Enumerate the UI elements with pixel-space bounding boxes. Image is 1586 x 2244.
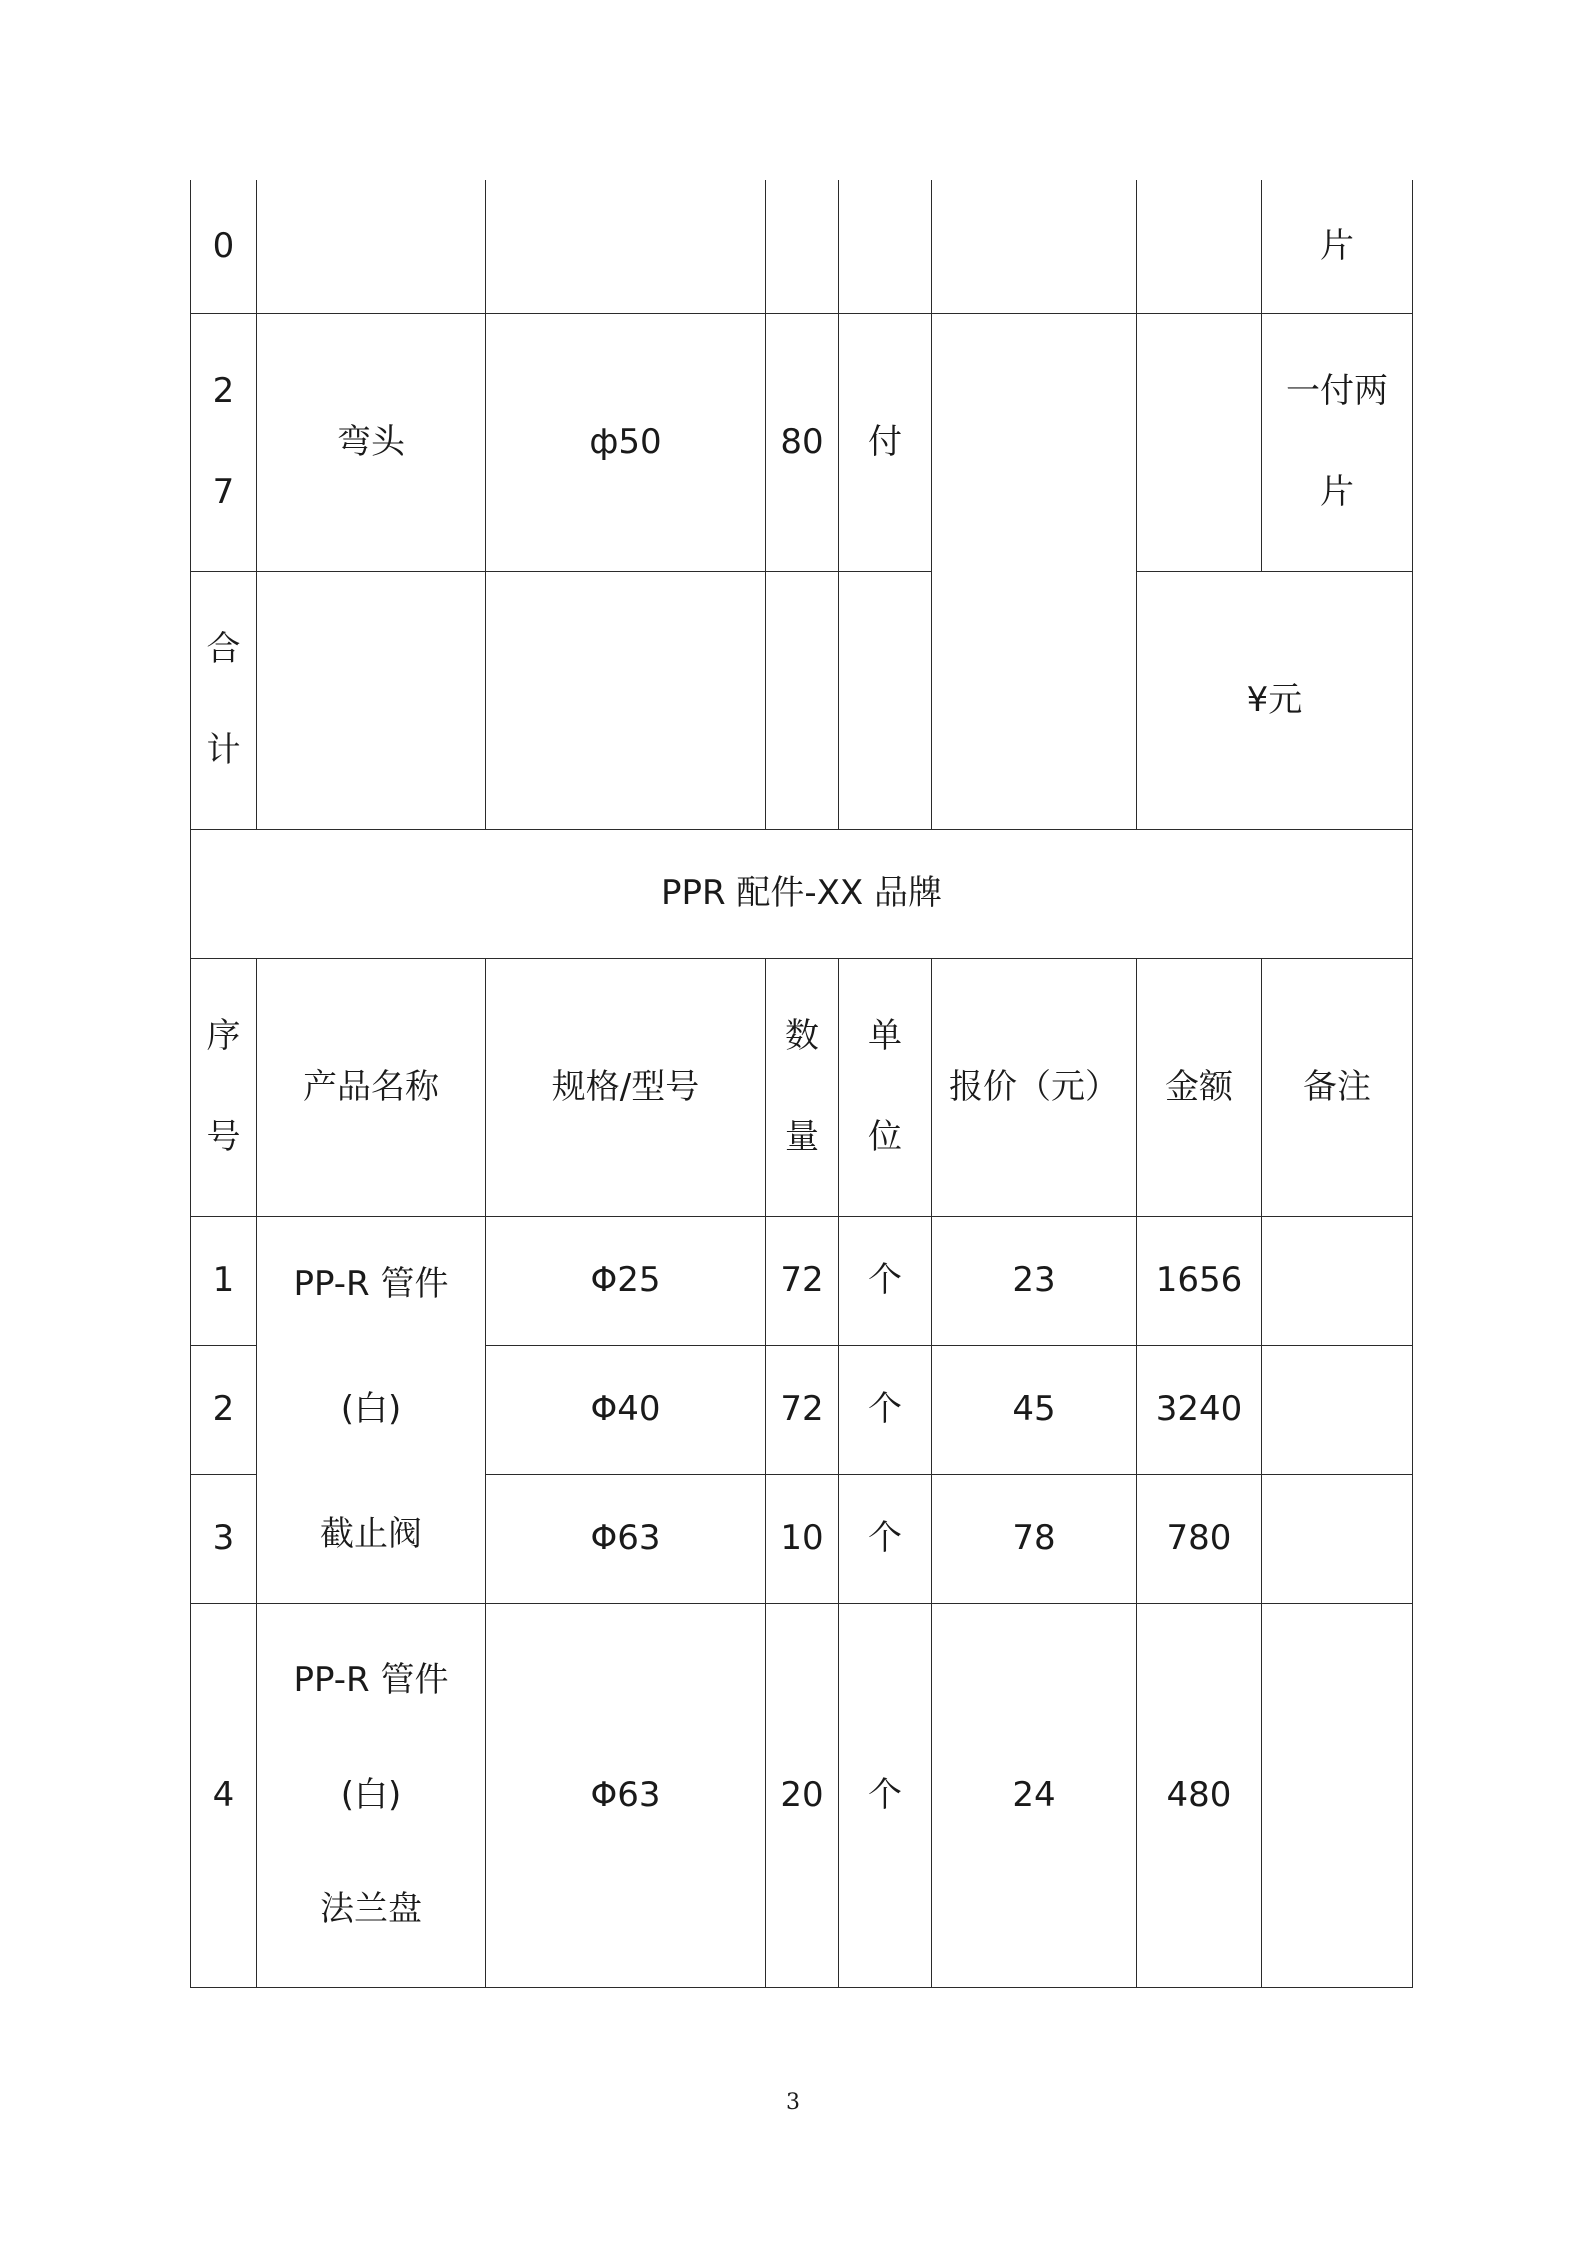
note-cell: 片 (1262, 180, 1413, 313)
quantity-cell (766, 180, 839, 313)
product-name-cell: 弯头 (257, 313, 486, 571)
section-title: PPR 配件-XX 品牌 (191, 829, 1413, 958)
spec-cell: Φ63 (486, 1603, 766, 1987)
row-number: 2 (191, 1345, 257, 1474)
header-unit: 单 位 (839, 958, 932, 1216)
note-cell (1262, 1474, 1413, 1603)
total-label: 合 计 (191, 571, 257, 829)
table-row (191, 1603, 1413, 1987)
product-name-cell (257, 180, 486, 313)
amount-cell: 480 (1137, 1603, 1262, 1987)
row-number: 2 7 (191, 313, 257, 571)
amount-cell: 780 (1137, 1474, 1262, 1603)
amount-cell: 1656 (1137, 1216, 1262, 1345)
header-note: 备注 (1262, 958, 1413, 1216)
quantity-cell: 10 (766, 1474, 839, 1603)
unit-cell: 个 (839, 1216, 932, 1345)
total-row (191, 571, 1413, 829)
price-cell (932, 180, 1137, 313)
header-quantity: 数 量 (766, 958, 839, 1216)
note-cell (1262, 1345, 1413, 1474)
note-cell (1262, 1603, 1413, 1987)
header-spec: 规格/型号 (486, 958, 766, 1216)
table-row (191, 180, 1413, 313)
header-amount: 金额 (1137, 958, 1262, 1216)
header-number: 序 号 (191, 958, 257, 1216)
spec-cell: ф50 (486, 313, 766, 571)
row-number: 0 (191, 180, 257, 313)
header-price: 报价（元） (932, 958, 1137, 1216)
unit-cell: 付 (839, 313, 932, 571)
spec-cell: Φ63 (486, 1474, 766, 1603)
quantity-cell: 72 (766, 1345, 839, 1474)
row-number: 1 (191, 1216, 257, 1345)
price-cell: 23 (932, 1216, 1137, 1345)
price-cell: 78 (932, 1474, 1137, 1603)
spec-cell (486, 180, 766, 313)
row-number: 4 (191, 1603, 257, 1987)
unit-cell: 个 (839, 1345, 932, 1474)
quantity-cell: 20 (766, 1603, 839, 1987)
unit-cell: 个 (839, 1603, 932, 1987)
product-name-cell: PP-R 管件 (白) 法兰盘 (257, 1603, 486, 1987)
page-number: 3 (786, 2090, 800, 2115)
header-row (191, 958, 1413, 1216)
unit-cell: 个 (839, 1474, 932, 1603)
header-name: 产品名称 (257, 958, 486, 1216)
quantity-cell: 80 (766, 313, 839, 571)
price-cell: 45 (932, 1345, 1137, 1474)
amount-cell (1137, 180, 1262, 313)
quote-table (190, 180, 1413, 1988)
note-cell: 一付两 片 (1262, 313, 1413, 571)
amount-cell (1137, 313, 1262, 571)
spec-cell: Φ25 (486, 1216, 766, 1345)
note-cell (1262, 1216, 1413, 1345)
spec-cell (486, 571, 766, 829)
table-row (191, 1216, 1413, 1345)
table-row (191, 313, 1413, 571)
quantity-cell (766, 571, 839, 829)
amount-cell: 3240 (1137, 1345, 1262, 1474)
spec-cell: Φ40 (486, 1345, 766, 1474)
section-title-row (191, 829, 1413, 958)
price-cell (932, 313, 1137, 829)
product-name-cell: PP-R 管件 (白) 截止阀 (257, 1216, 486, 1603)
product-name-cell (257, 571, 486, 829)
unit-cell (839, 180, 932, 313)
row-number: 3 (191, 1474, 257, 1603)
quantity-cell: 72 (766, 1216, 839, 1345)
price-cell: 24 (932, 1603, 1137, 1987)
total-amount: ¥元 (1137, 571, 1413, 829)
unit-cell (839, 571, 932, 829)
